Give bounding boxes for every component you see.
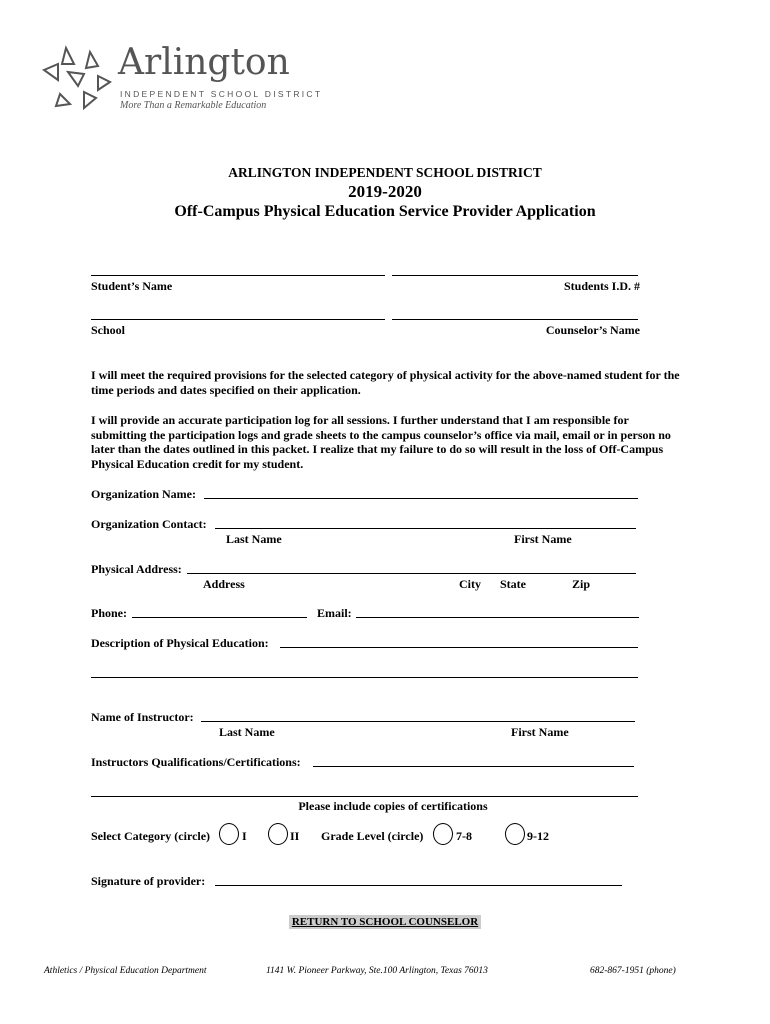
- school-year: 2019-2020: [348, 182, 422, 201]
- zip-label: Zip: [572, 577, 591, 591]
- category-1-circle[interactable]: [219, 823, 239, 845]
- physical-address-label: Physical Address:: [91, 562, 182, 576]
- org-name-label: Organization Name:: [91, 487, 196, 501]
- category-2-label: II: [290, 829, 300, 843]
- school-label: School: [91, 323, 126, 337]
- student-name-label: Student’s Name: [91, 279, 173, 293]
- student-id-label: Students I.D. #: [563, 279, 640, 293]
- instructor-label: Name of Instructor:: [91, 710, 194, 724]
- category-2-circle[interactable]: [268, 823, 288, 845]
- description-line-2[interactable]: [91, 677, 638, 678]
- counselor-line[interactable]: [392, 319, 638, 320]
- description-line-1[interactable]: [280, 647, 638, 648]
- logo-tagline: More Than a Remarkable Education: [120, 100, 267, 111]
- return-label: RETURN TO SCHOOL COUNSELOR: [289, 915, 481, 929]
- student-id-line[interactable]: [392, 275, 638, 276]
- district-heading: ARLINGTON INDEPENDENT SCHOOL DISTRICT: [228, 165, 542, 180]
- description-label: Description of Physical Education:: [91, 636, 269, 650]
- grade-level-label: Grade Level (circle): [321, 829, 424, 843]
- signature-line[interactable]: [215, 885, 622, 886]
- page-title: Off-Campus Physical Education Service Provider Application: [174, 203, 596, 220]
- footer-address: 1141 W. Pioneer Parkway, Ste.100 Arlington, Texas 76013: [266, 966, 488, 976]
- qualifications-line-1[interactable]: [313, 766, 634, 767]
- footer-department: Athletics / Physical Education Department: [44, 966, 207, 976]
- email-label: Email:: [317, 606, 352, 620]
- email-line[interactable]: [356, 617, 639, 618]
- state-label: State: [500, 577, 526, 591]
- provision-paragraph: I will meet the required provisions for the selected category of physical activity for the above-named student for the time periods and dates specified on their application.: [91, 368, 680, 397]
- grade-9-12-circle[interactable]: [505, 823, 525, 845]
- grade-7-8-circle[interactable]: [433, 823, 453, 845]
- qualifications-label: Instructors Qualifications/Certifications:: [91, 755, 301, 769]
- instructor-first-name: First Name: [511, 725, 569, 739]
- phone-label: Phone:: [91, 606, 127, 620]
- school-line[interactable]: [91, 319, 385, 320]
- address-label: Address: [203, 577, 245, 591]
- logo-name: Arlington: [118, 42, 290, 83]
- district-logo-star-icon: [40, 42, 114, 112]
- footer-phone: 682-867-1951 (phone): [590, 966, 676, 976]
- instructor-last-name: Last Name: [219, 725, 275, 739]
- city-label: City: [459, 577, 481, 591]
- phone-line[interactable]: [132, 617, 307, 618]
- org-name-line[interactable]: [204, 498, 638, 499]
- logo-subtitle: INDEPENDENT SCHOOL DISTRICT: [120, 89, 323, 99]
- org-contact-line[interactable]: [215, 528, 636, 529]
- grade-9-12-label: 9-12: [527, 829, 549, 843]
- grade-7-8-label: 7-8: [456, 829, 472, 843]
- signature-label: Signature of provider:: [91, 874, 206, 888]
- certifications-note: Please include copies of certifications: [298, 799, 488, 813]
- physical-address-line[interactable]: [187, 573, 636, 574]
- student-name-line[interactable]: [91, 275, 385, 276]
- org-contact-last-name: Last Name: [226, 532, 282, 546]
- org-contact-first-name: First Name: [514, 532, 572, 546]
- instructor-line[interactable]: [201, 721, 635, 722]
- return-instruction: [0, 914, 770, 929]
- qualifications-line-2[interactable]: [91, 796, 638, 797]
- category-1-label: I: [242, 829, 247, 843]
- counselor-label: Counselor’s Name: [545, 323, 640, 337]
- select-category-label: Select Category (circle): [91, 829, 211, 843]
- org-contact-label: Organization Contact:: [91, 517, 207, 531]
- participation-paragraph: I will provide an accurate participation log for all sessions. I further understand that I am responsible for submitting the participation logs and grade sheets to the campus counselor’s office via mail, email or in person no later than the dates outlined in this packet. I realize that my failure to do so will result in the loss of Off-Campus Physical Education credit for my student.: [91, 413, 671, 471]
